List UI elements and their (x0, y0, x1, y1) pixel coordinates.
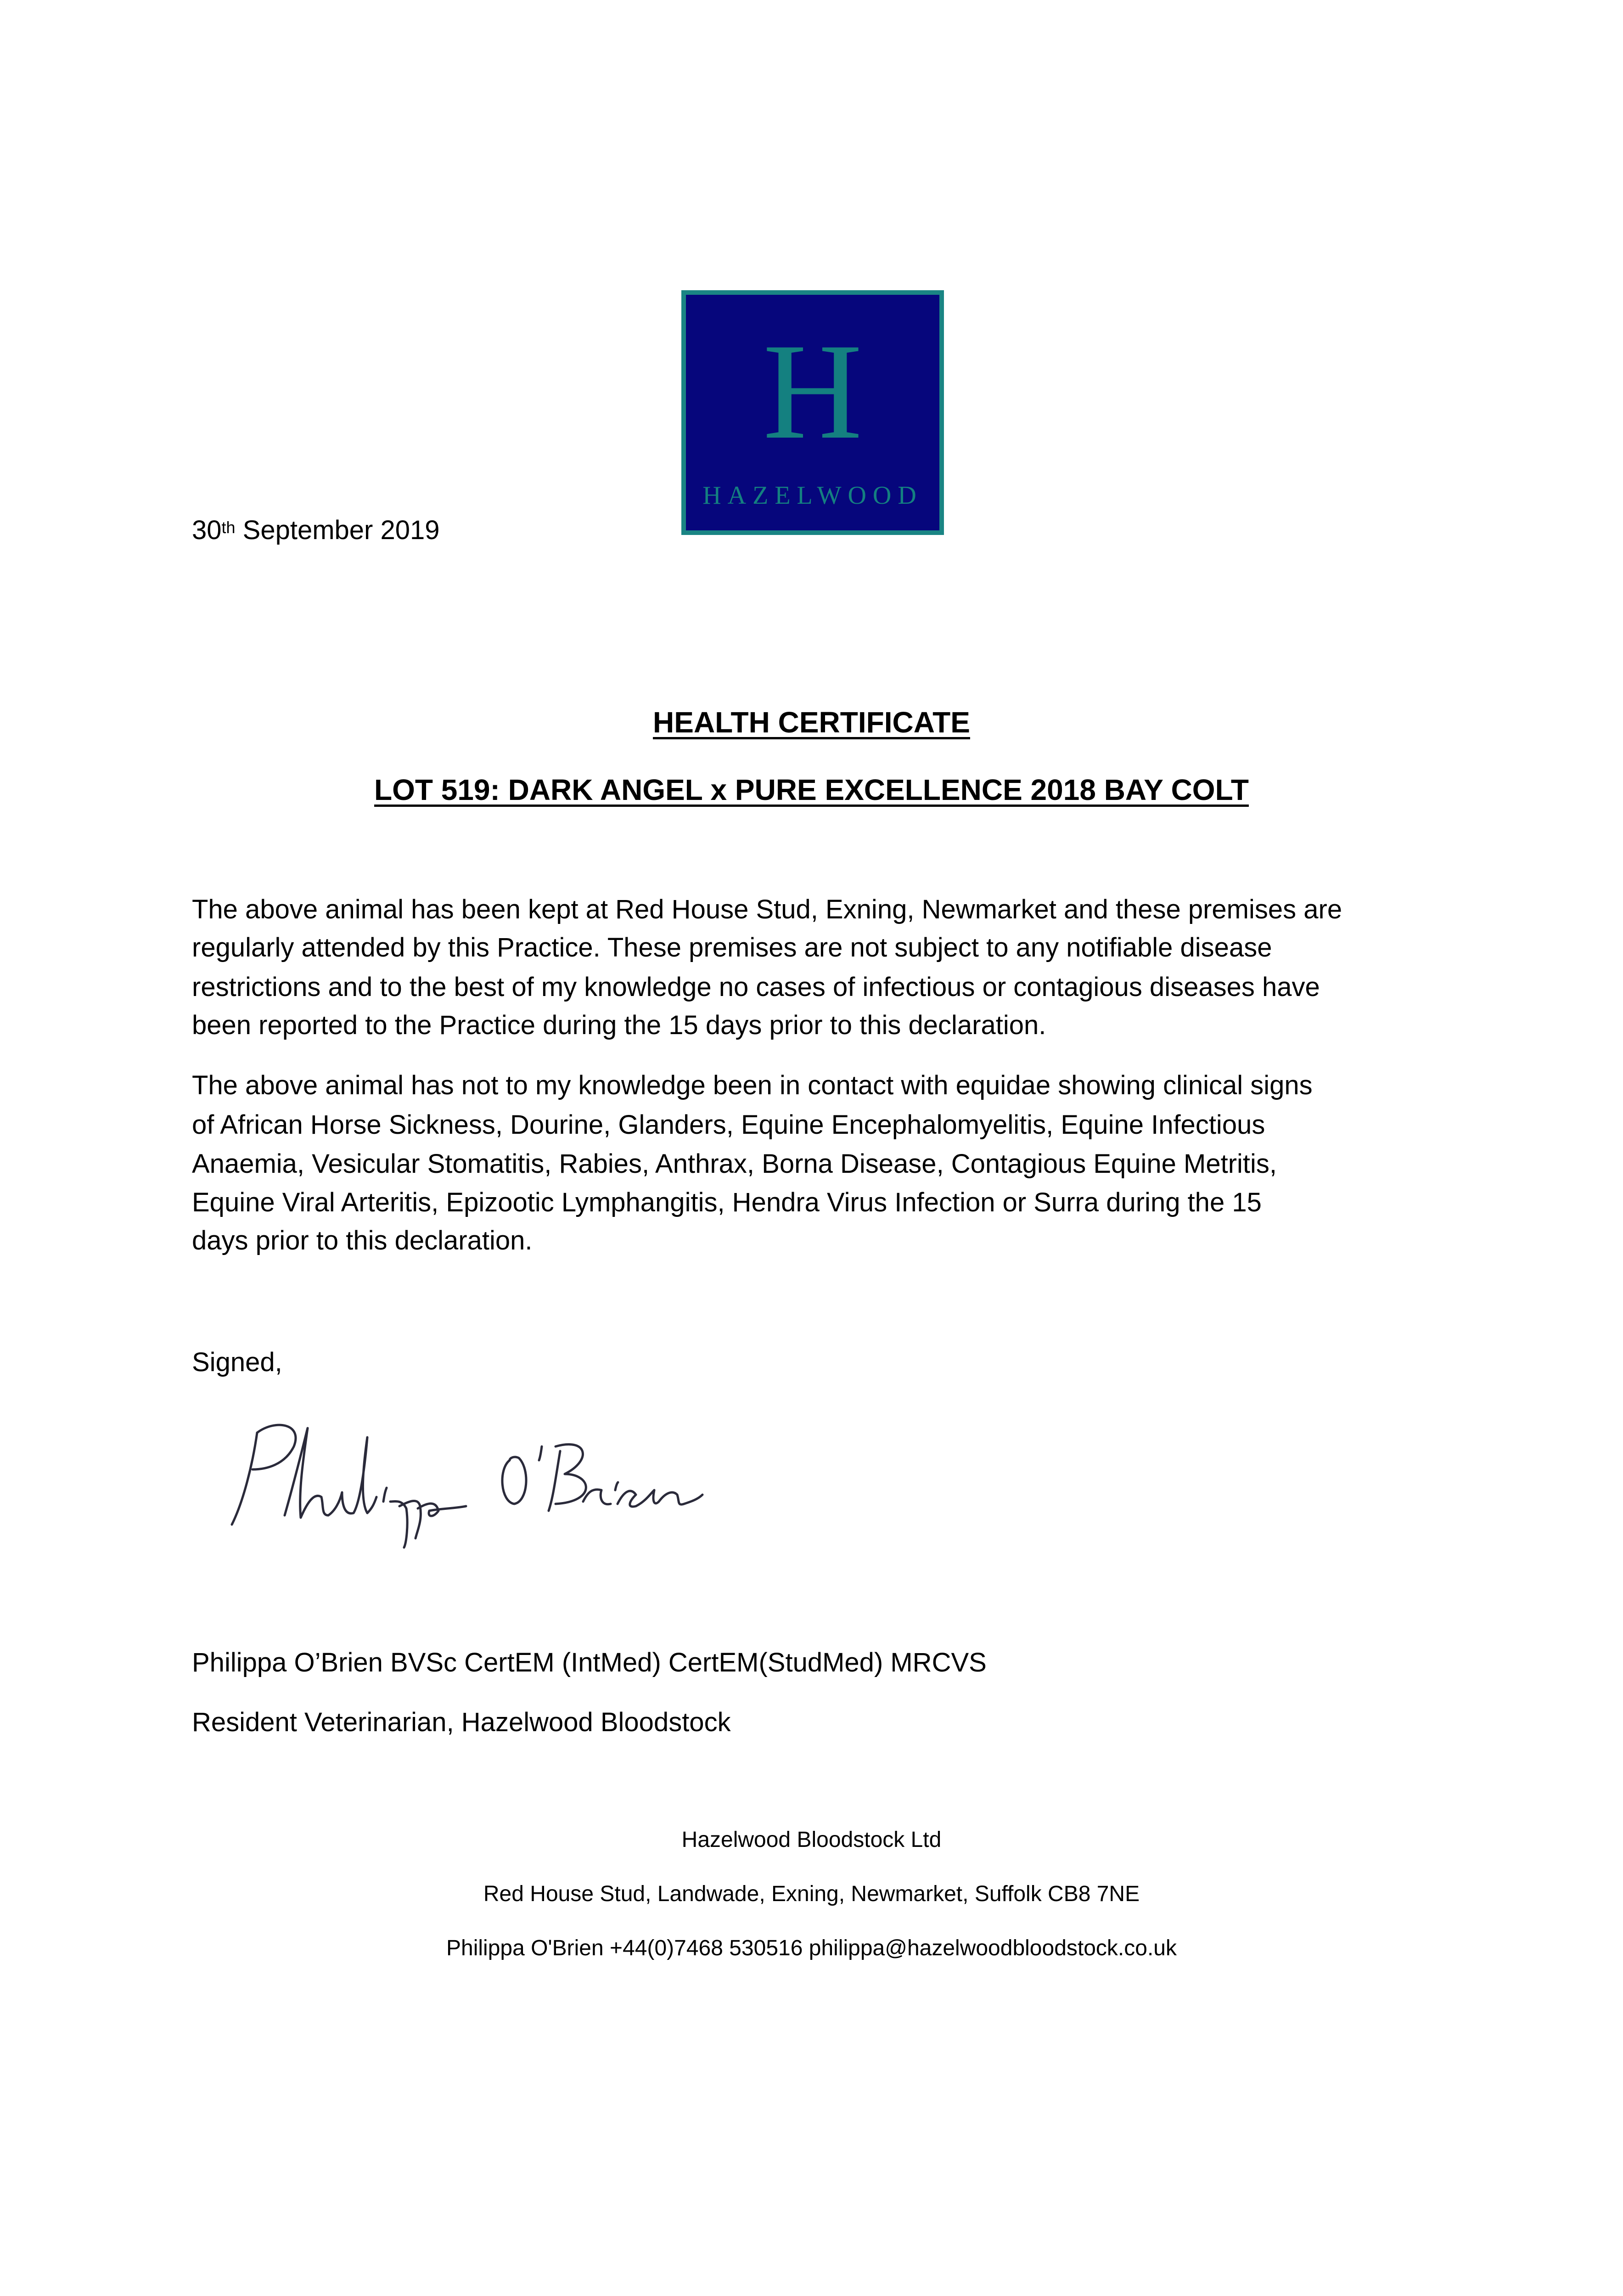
paragraph2-line: of African Horse Sickness, Dourine, Glanders, Equine Encephalomyelitis, Equine Infectious (192, 1110, 1265, 1140)
signatory-role: Resident Veterinarian, Hazelwood Bloodstock (192, 1707, 731, 1737)
paragraph1-line: been reported to the Practice during the 15 days prior to this declaration. (192, 1010, 1046, 1040)
hazelwood-logo (681, 290, 944, 535)
date-suffix: th (221, 518, 236, 537)
logo-letter: H (763, 315, 863, 467)
paragraph1-line: The above animal has been kept at Red House Stud, Exning, Newmarket and these premises are (192, 895, 1342, 924)
date-day: 30 (192, 515, 222, 545)
lot-heading: LOT 519: DARK ANGEL x PURE EXCELLENCE 2018 BAY COLT (374, 773, 1249, 806)
paragraph2-line: Anaemia, Vesicular Stomatitis, Rabies, Anthrax, Borna Disease, Contagious Equine Metritis, (192, 1149, 1277, 1179)
paragraph2-line: days prior to this declaration. (192, 1226, 533, 1255)
paragraph2-line: Equine Viral Arteritis, Epizootic Lymphangitis, Hendra Virus Infection or Surra during the 15 (192, 1187, 1262, 1217)
signoff: Signed, (192, 1347, 282, 1377)
letter-date (192, 511, 440, 550)
logo-wordmark: HAZELWOOD (702, 481, 923, 510)
footer-address: Red House Stud, Landwade, Exning, Newmarket, Suffolk CB8 7NE (483, 1882, 1140, 1906)
page-title: HEALTH CERTIFICATE (653, 706, 970, 739)
paragraph1-line: restrictions and to the best of my knowledge no cases of infectious or contagious diseases have (192, 972, 1320, 1002)
date-rest: September 2019 (235, 515, 440, 545)
footer-company: Hazelwood Bloodstock Ltd (681, 1828, 942, 1852)
footer-contact: Philippa O'Brien +44(0)7468 530516 philippa@hazelwoodbloodstock.co.uk (446, 1936, 1177, 1960)
signatory-name: Philippa O’Brien BVSc CertEM (IntMed) CertEM(StudMed) MRCVS (192, 1648, 987, 1677)
handwritten-signature (225, 1410, 707, 1557)
paragraph1-line: regularly attended by this Practice. These premises are not subject to any notifiable disease (192, 933, 1272, 962)
paragraph2-line: The above animal has not to my knowledge been in contact with equidae showing clinical signs (192, 1070, 1313, 1100)
